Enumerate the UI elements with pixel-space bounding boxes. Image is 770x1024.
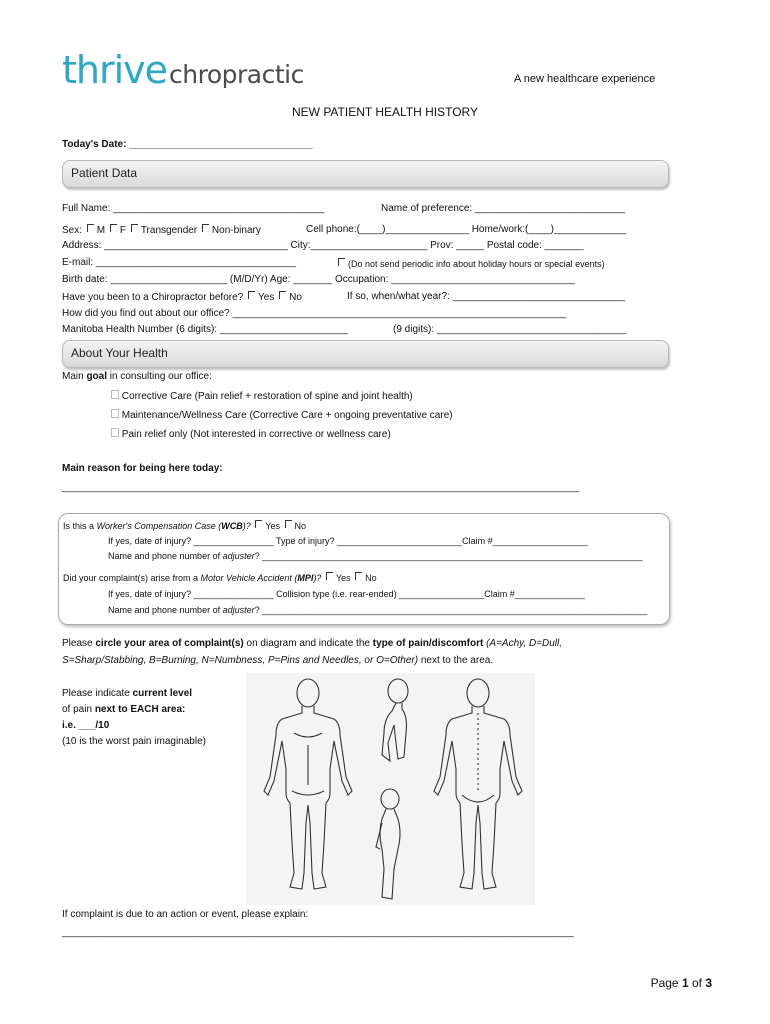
mva-q-bold: MPI <box>297 573 314 583</box>
pain-level-scale-note: (10 is the worst pain imaginable) <box>62 736 206 747</box>
body-outline-icon <box>246 673 535 905</box>
wcb-q-end: )? <box>242 521 251 531</box>
goal-option-corrective[interactable] <box>111 390 413 402</box>
email-optout-checkbox[interactable] <box>338 258 345 266</box>
wcb-q-bold: WCB <box>221 521 243 531</box>
cell-phone-field[interactable]: Cell phone:(____)_______________ Home/work:(____)_____________ <box>306 224 627 235</box>
wcb-yes-checkbox[interactable] <box>255 520 262 528</box>
full-name-field[interactable]: Full Name: ______________________________________ <box>62 203 325 214</box>
pain-bold: next to EACH area: <box>94 704 186 715</box>
todays-date-field[interactable]: Today's Date: _________________________________ <box>62 139 313 150</box>
preferred-name-field[interactable]: Name of preference: ___________________________ <box>381 203 626 214</box>
when-what-year-field[interactable]: If so, when/what year?: _______________________________ <box>347 291 626 302</box>
chiro-yes-checkbox[interactable] <box>248 291 255 299</box>
pain-level-example: i.e. ___/10 <box>62 720 110 731</box>
side-body-figure-lower[interactable] <box>376 789 400 899</box>
wcb-q-italic: Worker's Compensation Case ( <box>96 521 222 531</box>
chiro-before-row <box>62 291 302 303</box>
wcb-q-prefix: Is this a <box>63 521 97 531</box>
instr-bold: circle your area of complaint(s) <box>95 638 244 649</box>
sex-label: Sex: <box>62 225 83 236</box>
instr-text: next to the area. <box>418 655 494 666</box>
wcb-no-checkbox[interactable] <box>285 520 292 528</box>
pain-bold: current level <box>132 688 193 699</box>
checkbox-icon[interactable] <box>111 428 119 437</box>
adjuster-italic: adjuster <box>222 605 255 615</box>
page-prefix: Page <box>650 976 682 990</box>
complaint-instructions-line2 <box>62 655 493 666</box>
back-body-figure[interactable] <box>434 679 522 889</box>
explain-field[interactable]: ____________________________________________________________________________________________ <box>62 927 574 938</box>
mva-no-checkbox[interactable] <box>355 572 362 580</box>
chiro-no-checkbox[interactable] <box>279 291 286 299</box>
instr-text: Please <box>62 638 96 649</box>
goal-prefix: Main <box>62 371 87 382</box>
email-field[interactable]: E-mail: ____________________________________ <box>62 257 297 268</box>
adjuster-line: ? ____________________________________________________________________________ <box>254 551 643 561</box>
complaint-instructions-line1 <box>62 638 562 649</box>
wcb-yes-label: Yes <box>265 521 280 531</box>
side-body-figure-upper[interactable] <box>382 679 408 761</box>
mva-no-label: No <box>365 573 377 583</box>
sex-transgender-checkbox[interactable] <box>131 224 138 232</box>
adjuster-label: Name and phone number of <box>108 605 223 615</box>
goal-bold: goal <box>86 371 108 382</box>
instr-bold: type of pain/discomfort <box>372 638 484 649</box>
sex-m-label: M <box>96 225 106 236</box>
logo-secondary: chropractic <box>169 60 304 89</box>
health-number-field[interactable]: Manitoba Health Number (6 digits): _______________________ <box>62 324 348 335</box>
sex-f-checkbox[interactable] <box>110 224 117 232</box>
main-reason-label: Main reason for being here today: <box>62 463 223 474</box>
address-field[interactable]: Address: _________________________________ City:_____________________ Prov: _____ Postal code: _______ <box>62 240 584 251</box>
mva-adjuster-field[interactable] <box>108 605 648 615</box>
pain-text: of pain <box>62 704 95 715</box>
page-title: NEW PATIENT HEALTH HISTORY <box>291 105 479 119</box>
checkbox-icon[interactable] <box>111 390 119 399</box>
wcb-question-row <box>63 520 306 531</box>
mva-injury-field[interactable]: If yes, date of injury? ________________ Collision type (i.e. rear-ended) _________________Claim #______________ <box>108 589 585 599</box>
page-total: 3 <box>705 976 712 990</box>
explain-label: If complaint is due to an action or event, please explain: <box>62 909 309 920</box>
wcb-no-label: No <box>294 521 307 531</box>
how-found-field[interactable]: How did you find out about our office? ____________________________________________________________ <box>62 308 567 319</box>
adjuster-line: ? _____________________________________________________________________________ <box>254 605 648 615</box>
sex-m-checkbox[interactable] <box>87 224 94 232</box>
chiro-yes-label: Yes <box>258 292 275 303</box>
pain-text: Please indicate <box>62 688 133 699</box>
email-optout <box>336 258 605 269</box>
tagline: A new healthcare experience <box>514 73 656 85</box>
front-body-figure[interactable] <box>264 679 352 889</box>
section-title: About Your Health <box>71 346 168 360</box>
mva-q-end: )? <box>313 573 322 583</box>
goal-option-pain-relief[interactable] <box>111 428 391 440</box>
nine-digit-field[interactable]: (9 digits): __________________________________ <box>393 324 626 335</box>
section-title: Patient Data <box>71 166 138 180</box>
sex-f-label: F <box>119 225 127 236</box>
adjuster-label: Name and phone number of <box>108 551 223 561</box>
wcb-adjuster-field[interactable] <box>108 551 643 561</box>
mva-yes-label: Yes <box>335 573 351 583</box>
page-of: of <box>688 976 706 990</box>
goal-suffix: in consulting our office: <box>107 371 212 382</box>
about-health-header <box>62 340 669 368</box>
chiro-before-question: Have you been to a Chiropractor before? <box>62 292 244 303</box>
adjuster-italic: adjuster <box>222 551 255 561</box>
main-reason-field[interactable]: _____________________________________________________________________________________________ <box>62 482 580 493</box>
patient-data-header <box>62 160 669 188</box>
body-diagram[interactable] <box>246 673 535 905</box>
email-optout-note: (Do not send periodic info about holiday hours or special events) <box>348 259 605 269</box>
sex-transgender-label: Transgender <box>140 225 198 236</box>
option-label: Maintenance/Wellness Care (Corrective Care + ongoing preventative care) <box>121 410 453 421</box>
pain-level-line2 <box>62 704 185 715</box>
wcb-injury-field[interactable]: If yes, date of injury? ________________ Type of injury? _________________________Claim #___________________ <box>108 536 588 546</box>
mva-q-prefix: Did your complaint(s) arise from a <box>63 573 201 583</box>
page-current: 1 <box>681 976 689 990</box>
page-number <box>651 976 712 990</box>
logo-primary: thrive <box>62 48 168 92</box>
main-goal-label <box>62 371 212 382</box>
option-label: Corrective Care (Pain relief + restoration of spine and joint health) <box>121 391 413 402</box>
option-label: Pain relief only (Not interested in corrective or wellness care) <box>121 429 391 440</box>
sex-nonbinary-label: Non-binary <box>211 225 261 236</box>
mva-yes-checkbox[interactable] <box>326 572 333 580</box>
mva-question-row <box>63 572 377 583</box>
thrive-logo <box>62 48 304 92</box>
instr-italic: (A=Achy, D=Dull, <box>483 638 563 649</box>
chiro-no-label: No <box>289 292 302 303</box>
instr-text: on diagram and indicate the <box>243 638 373 649</box>
sex-row <box>62 224 261 236</box>
mva-q-italic: Motor Vehicle Accident ( <box>200 573 298 583</box>
instr-italic: S=Sharp/Stabbing, B=Burning, N=Numbness, P=Pins and Needles, or O=Other) <box>62 655 419 666</box>
sex-nonbinary-checkbox[interactable] <box>202 224 209 232</box>
pain-level-line1 <box>62 688 192 699</box>
checkbox-icon[interactable] <box>111 409 119 418</box>
goal-option-maintenance[interactable] <box>111 409 453 421</box>
birth-date-field[interactable]: Birth date: _____________________ (M/D/Yr) Age: _______ Occupation: _________________________________ <box>62 274 575 285</box>
